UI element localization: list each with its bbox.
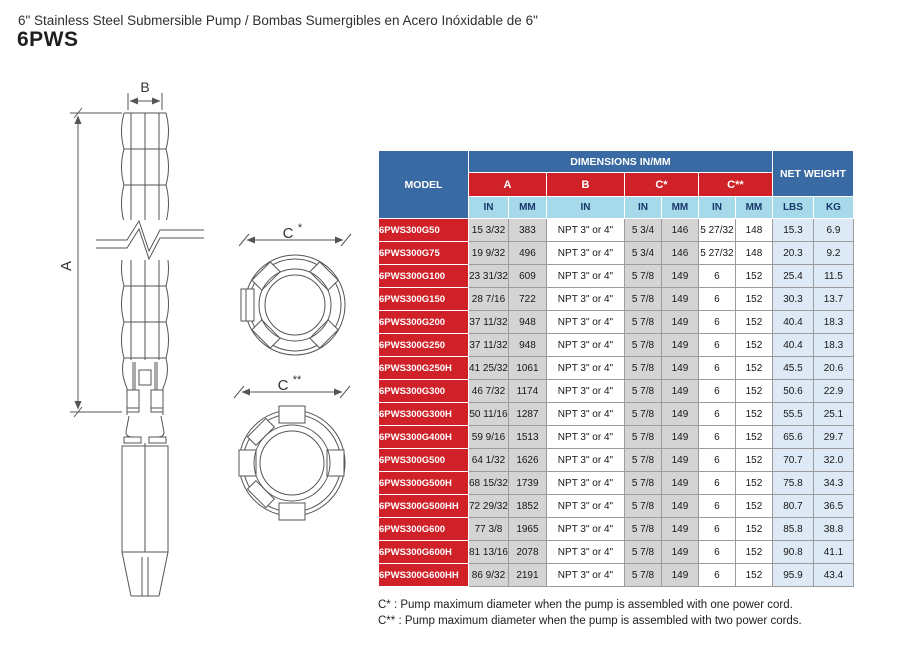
cell-c1-in: 5 3/4 [624, 219, 661, 242]
cell-kg: 38.8 [813, 518, 853, 541]
cell-b-in: NPT 3" or 4" [546, 564, 624, 587]
section-c1-label: C [282, 225, 294, 242]
cell-model: 6PWS300G150 [379, 288, 469, 311]
spec-table [378, 150, 854, 587]
header-model: MODEL [379, 151, 469, 219]
cell-b-in: NPT 3" or 4" [546, 541, 624, 564]
cell-c2-in: 6 [698, 334, 735, 357]
unit-c1-in: IN [624, 197, 661, 219]
cell-kg: 6.9 [813, 219, 853, 242]
footnotes [378, 597, 802, 629]
cell-b-in: NPT 3" or 4" [546, 242, 624, 265]
cell-kg: 18.3 [813, 334, 853, 357]
table-row [379, 449, 854, 472]
table-row [379, 334, 854, 357]
cell-c2-mm: 148 [735, 242, 772, 265]
cell-a-mm: 1626 [508, 449, 546, 472]
cell-c2-in: 6 [698, 380, 735, 403]
cell-b-in: NPT 3" or 4" [546, 495, 624, 518]
table-row [379, 472, 854, 495]
cell-lbs: 40.4 [772, 334, 813, 357]
unit-c2-in: IN [698, 197, 735, 219]
cell-kg: 20.6 [813, 357, 853, 380]
cell-c1-mm: 149 [661, 472, 698, 495]
cell-model: 6PWS300G500HH [379, 495, 469, 518]
cell-a-in: 50 11/16 [469, 403, 509, 426]
cell-c1-mm: 149 [661, 288, 698, 311]
cell-a-in: 15 3/32 [469, 219, 509, 242]
cell-a-in: 72 29/32 [469, 495, 509, 518]
cell-c1-mm: 149 [661, 265, 698, 288]
unit-b-in: IN [546, 197, 624, 219]
cable-clamp-left [127, 390, 139, 412]
cell-b-in: NPT 3" or 4" [546, 357, 624, 380]
cell-a-in: 68 15/32 [469, 472, 509, 495]
cell-c2-in: 5 27/32 [698, 219, 735, 242]
cell-c1-in: 5 7/8 [624, 380, 661, 403]
cell-lbs: 50.6 [772, 380, 813, 403]
cell-c1-mm: 149 [661, 311, 698, 334]
dimension-b [128, 93, 162, 110]
cell-model: 6PWS300G400H [379, 426, 469, 449]
cell-b-in: NPT 3" or 4" [546, 311, 624, 334]
table-row [379, 357, 854, 380]
cell-kg: 29.7 [813, 426, 853, 449]
unit-c2-mm: MM [735, 197, 772, 219]
cell-c2-mm: 152 [735, 541, 772, 564]
cell-c2-mm: 152 [735, 357, 772, 380]
cell-b-in: NPT 3" or 4" [546, 403, 624, 426]
cell-a-mm: 496 [508, 242, 546, 265]
cell-a-mm: 1852 [508, 495, 546, 518]
table-row [379, 564, 854, 587]
cell-a-in: 37 11/32 [469, 311, 509, 334]
series-title: 6PWS [17, 28, 79, 51]
cell-a-mm: 948 [508, 311, 546, 334]
cell-a-mm: 2191 [508, 564, 546, 587]
cell-b-in: NPT 3" or 4" [546, 219, 624, 242]
cell-model: 6PWS300G200 [379, 311, 469, 334]
cable-channel [241, 289, 254, 321]
cell-a-in: 28 7/16 [469, 288, 509, 311]
cell-c1-in: 5 7/8 [624, 311, 661, 334]
table-row [379, 242, 854, 265]
cell-c1-mm: 146 [661, 219, 698, 242]
cell-model: 6PWS300G250H [379, 357, 469, 380]
cell-c1-mm: 149 [661, 564, 698, 587]
cell-c2-mm: 152 [735, 449, 772, 472]
cell-c2-mm: 152 [735, 288, 772, 311]
cell-lbs: 20.3 [772, 242, 813, 265]
unit-lbs: LBS [772, 197, 813, 219]
unit-a-mm: MM [508, 197, 546, 219]
cell-c1-in: 5 7/8 [624, 334, 661, 357]
page-title: 6" Stainless Steel Submersible Pump / Bombas Sumergibles en Acero Inóxidable de 6" [18, 13, 538, 28]
cell-c2-in: 6 [698, 311, 735, 334]
cell-lbs: 15.3 [772, 219, 813, 242]
cell-c2-in: 5 27/32 [698, 242, 735, 265]
cell-kg: 9.2 [813, 242, 853, 265]
cell-lbs: 95.9 [772, 564, 813, 587]
cell-c1-in: 5 7/8 [624, 495, 661, 518]
cell-c2-mm: 152 [735, 380, 772, 403]
cell-b-in: NPT 3" or 4" [546, 426, 624, 449]
cell-a-in: 59 9/16 [469, 426, 509, 449]
cell-model: 6PWS300G75 [379, 242, 469, 265]
cell-lbs: 30.3 [772, 288, 813, 311]
cell-c2-mm: 152 [735, 518, 772, 541]
cell-c2-in: 6 [698, 472, 735, 495]
unit-kg: KG [813, 197, 853, 219]
dimension-a-label: A [58, 260, 75, 272]
cell-a-in: 37 11/32 [469, 334, 509, 357]
cell-c1-in: 5 7/8 [624, 472, 661, 495]
cell-c1-mm: 149 [661, 495, 698, 518]
table-row [379, 518, 854, 541]
cell-model: 6PWS300G500H [379, 472, 469, 495]
cell-kg: 25.1 [813, 403, 853, 426]
cell-lbs: 85.8 [772, 518, 813, 541]
cell-a-in: 81 13/16 [469, 541, 509, 564]
cell-a-in: 46 7/32 [469, 380, 509, 403]
cell-a-in: 23 31/32 [469, 265, 509, 288]
cell-a-mm: 1287 [508, 403, 546, 426]
cell-c1-mm: 149 [661, 518, 698, 541]
table-row [379, 426, 854, 449]
table-row [379, 403, 854, 426]
section-c2-label: C [277, 377, 289, 394]
cell-c1-in: 5 7/8 [624, 265, 661, 288]
cell-c2-mm: 152 [735, 495, 772, 518]
section-c2-sup: ** [292, 374, 302, 386]
table-row [379, 380, 854, 403]
cell-lbs: 55.5 [772, 403, 813, 426]
cell-c1-mm: 149 [661, 541, 698, 564]
cell-c1-in: 5 7/8 [624, 426, 661, 449]
cell-c1-in: 5 7/8 [624, 357, 661, 380]
header-dimensions: DIMENSIONS IN/MM [469, 151, 773, 173]
pump-diagram [0, 0, 380, 630]
cell-model: 6PWS300G300H [379, 403, 469, 426]
cell-c2-in: 6 [698, 541, 735, 564]
cell-c2-in: 6 [698, 495, 735, 518]
cell-c2-mm: 152 [735, 426, 772, 449]
cell-c1-in: 5 3/4 [624, 242, 661, 265]
cell-c1-mm: 149 [661, 380, 698, 403]
cell-c1-mm: 149 [661, 357, 698, 380]
cell-c2-in: 6 [698, 288, 735, 311]
cell-c2-mm: 152 [735, 472, 772, 495]
cell-a-mm: 1965 [508, 518, 546, 541]
cell-a-mm: 948 [508, 334, 546, 357]
cell-c2-mm: 148 [735, 219, 772, 242]
footnote-c-two: C** : Pump maximum diameter when the pump is assembled with two power cords. [378, 615, 802, 627]
cell-c1-mm: 146 [661, 242, 698, 265]
cell-c2-mm: 152 [735, 564, 772, 587]
cell-model: 6PWS300G500 [379, 449, 469, 472]
cell-a-in: 64 1/32 [469, 449, 509, 472]
cell-lbs: 65.6 [772, 426, 813, 449]
table-row [379, 265, 854, 288]
cell-c2-mm: 152 [735, 334, 772, 357]
cell-c2-in: 6 [698, 357, 735, 380]
cell-lbs: 80.7 [772, 495, 813, 518]
cell-c2-mm: 152 [735, 265, 772, 288]
cell-a-mm: 1739 [508, 472, 546, 495]
cell-c1-in: 5 7/8 [624, 541, 661, 564]
cell-a-mm: 1061 [508, 357, 546, 380]
cell-kg: 32.0 [813, 449, 853, 472]
cell-a-mm: 2078 [508, 541, 546, 564]
cell-a-mm: 383 [508, 219, 546, 242]
dimension-b-label: B [140, 79, 150, 95]
cell-c2-in: 6 [698, 265, 735, 288]
cell-a-mm: 722 [508, 288, 546, 311]
cell-lbs: 45.5 [772, 357, 813, 380]
cell-c1-in: 5 7/8 [624, 518, 661, 541]
cable-channels [239, 406, 344, 520]
dimension-a [70, 108, 122, 417]
section-c-two-cords [234, 386, 350, 520]
cell-c1-in: 5 7/8 [624, 564, 661, 587]
cell-c1-in: 5 7/8 [624, 449, 661, 472]
cell-b-in: NPT 3" or 4" [546, 380, 624, 403]
section-c-one-cord [239, 234, 351, 355]
footnote-c-one: C* : Pump maximum diameter when the pump is assembled with one power cord. [378, 599, 793, 611]
cell-kg: 34.3 [813, 472, 853, 495]
cell-lbs: 40.4 [772, 311, 813, 334]
cell-lbs: 75.8 [772, 472, 813, 495]
cell-b-in: NPT 3" or 4" [546, 518, 624, 541]
cell-lbs: 90.8 [772, 541, 813, 564]
cell-b-in: NPT 3" or 4" [546, 265, 624, 288]
cell-lbs: 25.4 [772, 265, 813, 288]
cell-model: 6PWS300G600HH [379, 564, 469, 587]
cell-a-mm: 1174 [508, 380, 546, 403]
cell-model: 6PWS300G600H [379, 541, 469, 564]
cell-a-mm: 609 [508, 265, 546, 288]
cell-kg: 13.7 [813, 288, 853, 311]
cell-c2-in: 6 [698, 518, 735, 541]
cell-c1-mm: 149 [661, 426, 698, 449]
cell-c2-in: 6 [698, 564, 735, 587]
cell-kg: 22.9 [813, 380, 853, 403]
pump-side-view [96, 113, 204, 596]
cell-c2-in: 6 [698, 449, 735, 472]
cell-a-in: 86 9/32 [469, 564, 509, 587]
cell-a-in: 19 9/32 [469, 242, 509, 265]
cell-b-in: NPT 3" or 4" [546, 472, 624, 495]
header-group-c2: C** [698, 173, 772, 197]
table-row [379, 288, 854, 311]
table-row [379, 311, 854, 334]
unit-a-in: IN [469, 197, 509, 219]
cell-c2-mm: 152 [735, 311, 772, 334]
cell-model: 6PWS300G600 [379, 518, 469, 541]
cell-c1-in: 5 7/8 [624, 403, 661, 426]
cell-a-mm: 1513 [508, 426, 546, 449]
cell-kg: 11.5 [813, 265, 853, 288]
cell-c2-mm: 152 [735, 403, 772, 426]
cell-kg: 43.4 [813, 564, 853, 587]
table-row [379, 541, 854, 564]
cell-c1-in: 5 7/8 [624, 288, 661, 311]
spec-table-body [379, 219, 854, 587]
cell-kg: 41.1 [813, 541, 853, 564]
unit-c1-mm: MM [661, 197, 698, 219]
cable-clamp-right [151, 390, 163, 412]
table-row [379, 219, 854, 242]
cell-model: 6PWS300G250 [379, 334, 469, 357]
cell-b-in: NPT 3" or 4" [546, 288, 624, 311]
cell-c1-mm: 149 [661, 403, 698, 426]
cell-a-in: 41 25/32 [469, 357, 509, 380]
cell-lbs: 70.7 [772, 449, 813, 472]
cell-c2-in: 6 [698, 403, 735, 426]
header-group-c1: C* [624, 173, 698, 197]
cell-kg: 18.3 [813, 311, 853, 334]
cell-a-in: 77 3/8 [469, 518, 509, 541]
cell-model: 6PWS300G300 [379, 380, 469, 403]
cell-b-in: NPT 3" or 4" [546, 449, 624, 472]
cell-kg: 36.5 [813, 495, 853, 518]
header-group-a: A [469, 173, 547, 197]
cell-c2-in: 6 [698, 426, 735, 449]
cell-c1-mm: 149 [661, 449, 698, 472]
header-group-b: B [546, 173, 624, 197]
cell-c1-mm: 149 [661, 334, 698, 357]
table-row [379, 495, 854, 518]
cell-model: 6PWS300G100 [379, 265, 469, 288]
section-c1-sup: * [297, 222, 303, 234]
cell-b-in: NPT 3" or 4" [546, 334, 624, 357]
cell-model: 6PWS300G50 [379, 219, 469, 242]
header-net-weight: NET WEIGHT [772, 151, 853, 197]
